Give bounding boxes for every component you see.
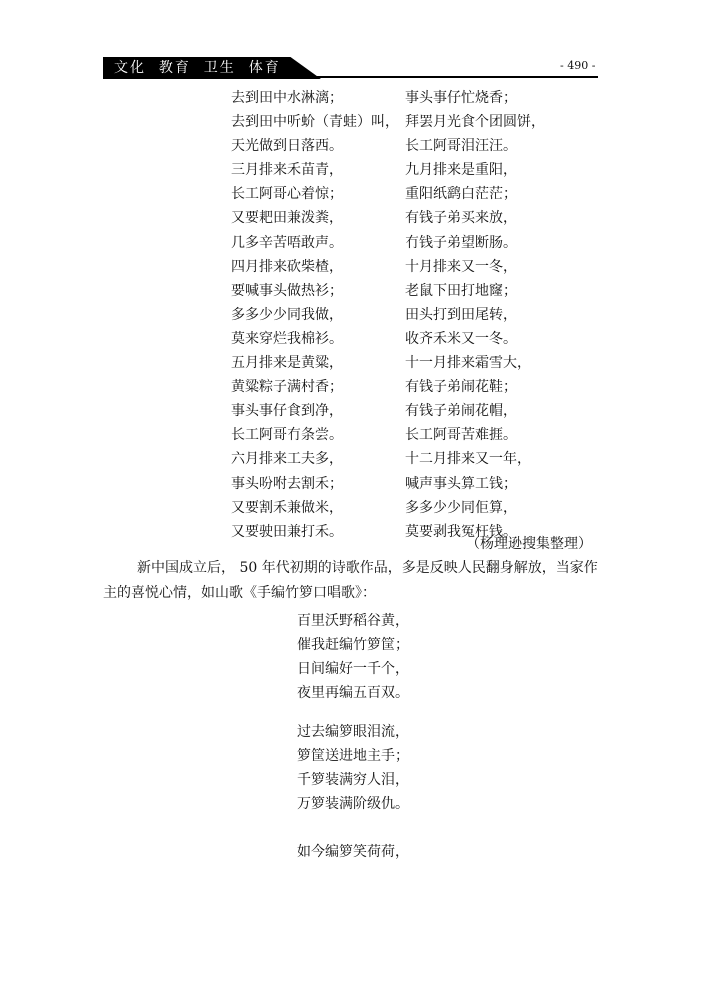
song-line: 千箩装满穷人泪， [297,772,409,789]
poem-line: 去到田中听蚧（青蛙）叫， [231,114,399,131]
poem-line: 黄粱粽子满村香； [231,379,343,396]
song-line: 日间编好一千个， [297,661,409,678]
poem-line: 多多少少同佢算， [405,499,517,516]
song-line: 箩筐送进地主手； [297,748,409,765]
poem-line: 重阳纸鹞白茫茫； [405,186,517,203]
poem-line: 事头事仔忙烧香； [405,90,517,106]
poem-line: 天光做到日落西。 [231,138,343,155]
song-line: 夜里再编五百双。 [297,685,409,702]
poem-line: 多多少少同我做， [231,306,343,323]
poem-line: 又要耙田兼泼粪， [231,210,343,227]
poem-line: 喊声事头算工钱； [405,475,517,492]
poem-line: 又要割禾兼做米， [231,499,343,516]
poem-line: 冇钱子弟望断肠。 [405,234,517,251]
body-paragraph: 新中国成立后， 50 年代初期的诗歌作品，多是反映人民翻身解放，当家作主的喜悦心情，如山歌《手编竹箩口唱歌》： [103,560,598,601]
song-line: 如今编箩笑荷荷， [297,844,409,860]
song-line: 过去编箩眼泪流， [297,724,409,740]
poem-line: 五月排来是黄粱， [231,355,343,372]
song-stanza-3 [297,840,409,864]
poem-line: 四月排来砍柴楂， [231,258,343,275]
poem-line: 收齐禾米又一冬。 [405,330,517,347]
poem-left-column [231,86,399,544]
poem-line: 又要驶田兼打禾。 [231,523,343,540]
poem-line: 十月排来又一冬， [405,258,517,275]
poem-line: 去到田中水淋漓； [231,90,343,106]
song-stanza-1 [297,609,409,705]
poem-line: 事头吩咐去割禾； [231,475,343,492]
song-line: 万箩装满阶级仇。 [297,796,409,813]
poem-right-column [405,86,545,544]
song-stanza-2 [297,720,409,816]
poem-line: 长工阿哥冇条尝。 [231,427,343,444]
song-line: 催我赶编竹箩筐； [297,637,409,654]
song-line: 百里沃野稻谷黄， [297,613,409,629]
poem-line: 事头事仔食到净， [231,403,343,420]
poem-credit: （杨理逊搜集整理） [466,536,592,552]
poem-line: 长工阿哥泪汪汪。 [405,138,517,155]
poem-line: 田头打到田尾转， [405,306,517,323]
poem-line: 要喊事头做热衫； [231,282,343,299]
section-title: 文化 教育 卫生 体育 [114,60,281,76]
poem-line: 十一月排来霜雪大， [405,355,531,372]
poem-line: 拜罢月光食个团圆饼， [405,114,545,131]
poem-line: 老鼠下田打地窿； [405,282,517,299]
poem-line: 有钱子弟闹花鞋； [405,379,517,396]
poem-line: 莫来穿烂我棉衫。 [231,330,343,347]
poem-line: 莫要剥我冤枉钱。 [405,523,517,540]
poem-line: 九月排来是重阳， [405,162,517,179]
poem-line: 几多辛苦唔敢声。 [231,234,343,251]
header-rule [103,76,598,78]
poem-line: 三月排来禾苗青， [231,162,343,179]
poem-line: 十二月排来又一年， [405,451,531,468]
page-number: - 490 - [560,59,596,72]
poem-line: 有钱子弟买来放， [405,210,517,227]
poem-line: 有钱子弟闹花帽， [405,403,517,420]
poem-line: 长工阿哥苦难捱。 [405,427,517,444]
poem-line: 六月排来工夫多， [231,451,343,468]
poem-line: 长工阿哥心着惊； [231,186,343,203]
